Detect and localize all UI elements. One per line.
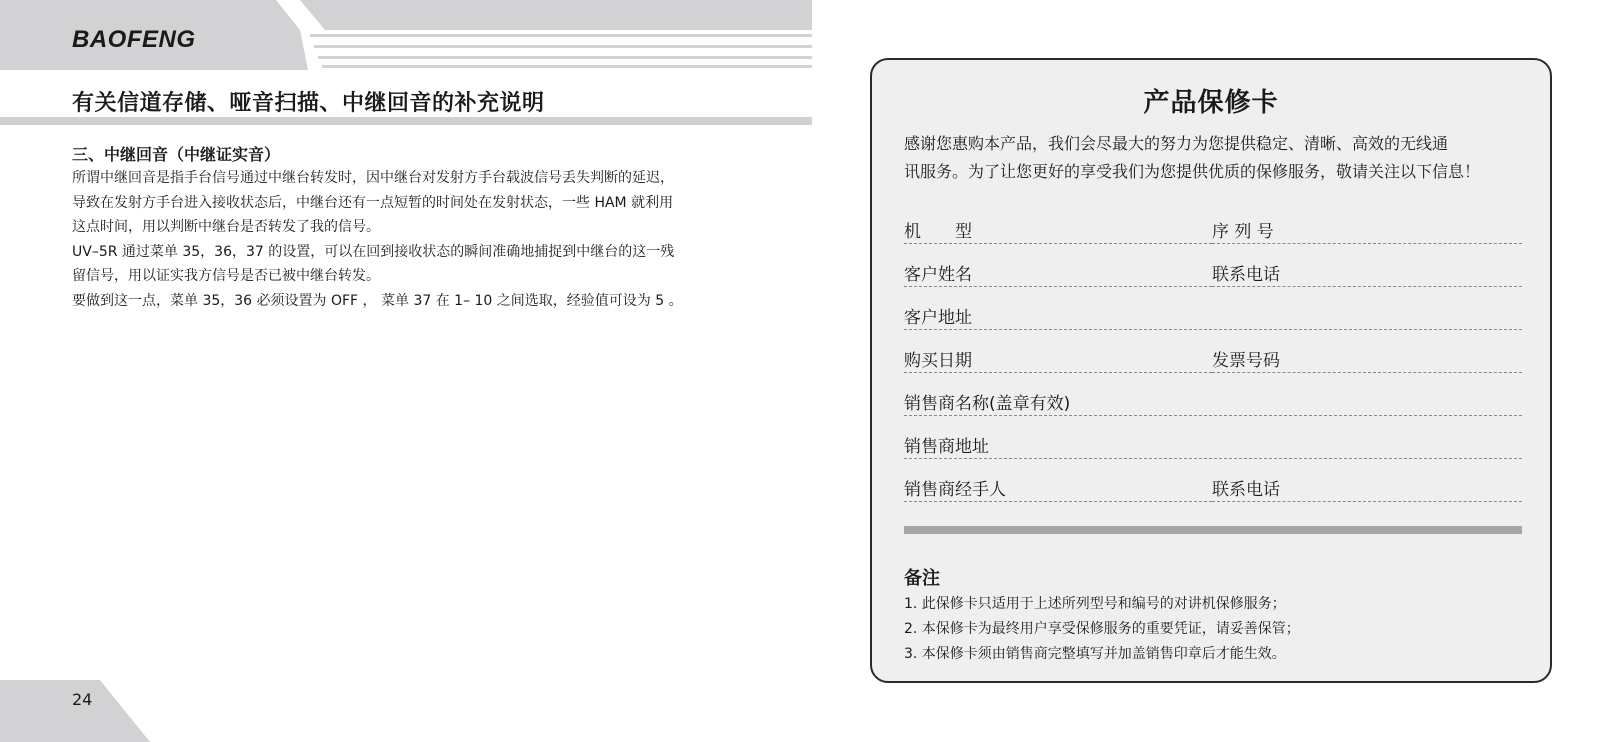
customer-name-label: 客户姓名: [904, 265, 972, 285]
intro-line: 讯服务。为了让您更好的享受我们为您提供优质的保修服务，敬请关注以下信息！: [904, 162, 1481, 181]
dealer-phone-field[interactable]: [1212, 474, 1522, 502]
dealer-address-field[interactable]: [904, 431, 1522, 459]
card-intro: [904, 130, 1524, 186]
customer-name-field[interactable]: [904, 259, 1212, 287]
page-number: 24: [72, 690, 93, 709]
paragraph-line: 所谓中继回音是指手台信号通过中继台转发时，因中继台对发射方手台载波信号丢失判断的延迟，: [72, 170, 674, 186]
card-title: 产品保修卡: [1143, 88, 1279, 118]
customer-address-field[interactable]: [904, 302, 1522, 330]
invoice-number-label: 发票号码: [1212, 351, 1280, 371]
section-divider: [904, 526, 1522, 534]
paragraph-line: 这点时间，用以判断中继台是否转发了我的信号。: [72, 219, 380, 235]
intro-line: 感谢您惠购本产品，我们会尽最大的努力为您提供稳定、清晰、高效的无线通: [904, 134, 1449, 153]
dealer-handler-label: 销售商经手人: [904, 480, 1006, 500]
brand-logo: BAOFENG: [72, 26, 196, 53]
model-label: 机 型: [904, 222, 972, 242]
customer-address-label: 客户地址: [904, 308, 972, 328]
dealer-address-label: 销售商地址: [904, 437, 989, 457]
serial-field[interactable]: [1212, 216, 1522, 244]
customer-phone-label: 联系电话: [1212, 265, 1280, 285]
sub-heading: 三、中继回音（中继证实音）: [72, 145, 281, 164]
serial-label: 序 列 号: [1212, 222, 1274, 242]
page-title: 有关信道存储、哑音扫描、中继回音的补充说明: [72, 91, 545, 116]
purchase-date-label: 购买日期: [904, 351, 972, 371]
field-row-dealer-name: [904, 388, 1522, 418]
notes-list: [904, 592, 1300, 667]
dealer-phone-label: 联系电话: [1212, 480, 1280, 500]
dealer-name-label: 销售商名称(盖章有效): [904, 394, 1071, 414]
note-item: 2. 本保修卡为最终用户享受保修服务的重要凭证，请妥善保管；: [904, 621, 1300, 637]
customer-phone-field[interactable]: [1212, 259, 1522, 287]
model-field[interactable]: [904, 216, 1212, 244]
purchase-date-field[interactable]: [904, 345, 1212, 373]
paragraph-line: 导致在发射方手台进入接收状态后，中继台还有一点短暂的时间处在发射状态，一些 HAM 就利用: [72, 194, 674, 211]
dealer-name-field[interactable]: [904, 388, 1522, 416]
body-text: [72, 166, 762, 313]
field-row-dealer-address: [904, 431, 1522, 461]
field-row-dealer-handler: [904, 474, 1522, 504]
title-underline-bar: [0, 117, 812, 125]
note-item: 1. 此保修卡只适用于上述所列型号和编号的对讲机保修服务；: [904, 596, 1286, 612]
paragraph-line: 要做到这一点，菜单 35，36 必须设置为 OFF ， 菜单 37 在 1– 10 之间选取，经验值可设为 5 。: [72, 292, 683, 309]
notes-title: 备注: [904, 568, 940, 589]
paragraph-line: UV–5R 通过菜单 35，36，37 的设置，可以在回到接收状态的瞬间准确地捕捉到中继台的这一残: [72, 243, 675, 260]
field-row-purchase: [904, 345, 1522, 375]
field-row-customer: [904, 259, 1522, 289]
field-row-model: [904, 216, 1522, 246]
warranty-card: [870, 58, 1552, 683]
field-row-address: [904, 302, 1522, 332]
paragraph-line: 留信号，用以证实我方信号是否已被中继台转发。: [72, 268, 380, 284]
dealer-handler-field[interactable]: [904, 474, 1212, 502]
invoice-number-field[interactable]: [1212, 345, 1522, 373]
note-item: 3. 本保修卡须由销售商完整填写并加盖销售印章后才能生效。: [904, 646, 1286, 662]
